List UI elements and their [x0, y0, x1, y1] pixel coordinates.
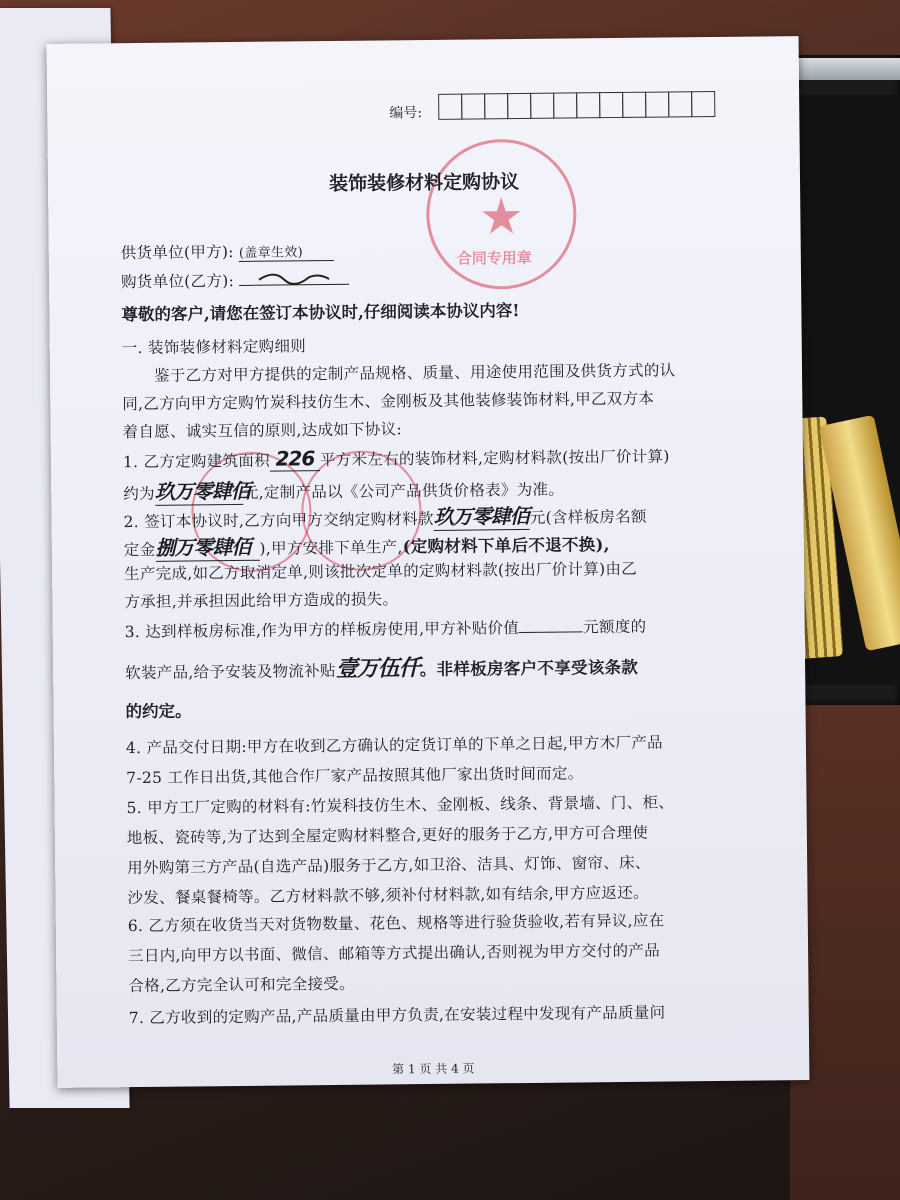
- clause2-text-e: (定购材料下单后不退不换),: [402, 535, 610, 557]
- clause3-text-e: 的约定。: [125, 701, 192, 722]
- contract-page: [47, 36, 810, 1088]
- clause4-line-2: 7-25 工作日出货,其他合作厂家产品按照其他厂家出货时间而定。: [126, 764, 584, 788]
- clause3-text-b: 元额度的: [583, 617, 647, 637]
- clause2-amount: 玖万零肆佰: [434, 500, 530, 531]
- number-boxes: [439, 91, 715, 120]
- clause3-text-d: 。非样板房客户不享受该条款: [419, 657, 639, 680]
- intro-line-3: 着自愿、诚实互信的原则,达成如下协议:: [122, 420, 403, 442]
- seal-text: 合同专用章: [456, 248, 532, 268]
- clause3-blank: [519, 631, 583, 633]
- clause2-amount2: 捌万零肆佰: [155, 531, 259, 562]
- section-title: 一. 装饰装修材料定购细则: [121, 337, 307, 358]
- clause5-line-4: 沙发、餐桌餐椅等。乙方材料款不够,须补付材料款,如有结余,甲方应返还。: [127, 883, 649, 908]
- clause5-line-3: 用外购第三方产品(自选产品)服务于乙方,如卫浴、洁具、灯饰、窗帘、床、: [127, 853, 651, 878]
- clause2-text-d: ),甲方安排下单生产,: [259, 538, 403, 558]
- buyer-label: 购货单位(乙方):: [120, 272, 235, 292]
- buyer-signature: [239, 267, 349, 286]
- clause5-line-2: 地板、瓷砖等,为了达到全屋定购材料整合,更好的服务于乙方,甲方可合理使: [126, 823, 649, 848]
- number-label: 编号:: [389, 105, 423, 122]
- clause6-line-1: 6. 乙方须在收货当天对货物数量、花色、规格等进行验货验收,若有异议,应在: [127, 911, 665, 936]
- clause1-text-b: 平方米左右的装饰材料,定购材料款(按出厂价计算): [319, 447, 670, 470]
- clause7-line-1: 7. 乙方收到的定购产品,产品质量由甲方负责,在安装过程中发现有产品质量问: [128, 1003, 666, 1028]
- clause2-text-g: 方承担,并承担因此给甲方造成的损失。: [124, 590, 399, 612]
- clause1-amount: 玖万零肆佰: [155, 475, 243, 506]
- clause1-text-d: 元,定制产品以《公司产品供货价格表》为准。: [242, 480, 565, 502]
- clause6-line-3: 合格,乙方完全认可和完全接受。: [128, 974, 355, 996]
- clause3-text-c: 软装产品,给予安装及物流补贴: [125, 661, 336, 683]
- page-footer: 第 1 页 共 4 页: [392, 1061, 475, 1077]
- notice-text: 尊敬的客户,请您在签订本协议时,仔细阅读本协议内容!: [121, 301, 520, 325]
- intro-line-1: 鉴于乙方对甲方提供的定制产品规格、质量、用途使用范围及供货方式的认: [153, 361, 676, 385]
- supplier-value: (盖章生效): [239, 241, 334, 262]
- clause1-text-a: 1. 乙方定购建筑面积: [122, 451, 271, 472]
- clause2-text-b: 元(含样板房名额: [529, 507, 647, 527]
- intro-line-2: 同,乙方向甲方定购竹炭科技仿生木、金刚板及其他装修装饰材料,甲乙双方本: [122, 389, 655, 414]
- clause1-text-c: 约为: [123, 484, 155, 504]
- clause5-line-1: 5. 甲方工厂定购的材料有:竹炭科技仿生木、金刚板、线条、背景墙、门、柜、: [126, 793, 675, 818]
- clause3-amount: 壹万伍仟: [335, 656, 420, 682]
- clause3-text-a: 3. 达到样板房标准,作为甲方的样板房使用,甲方补贴价值: [124, 619, 520, 642]
- clause4-line-1: 4. 产品交付日期:甲方在收到乙方确认的定货订单的下单之日起,甲方木厂产品: [125, 733, 663, 758]
- clause2-text-f: 生产完成,如乙方取消定单,则该批次定单的定购材料款(按出厂价计算)由乙: [124, 559, 638, 584]
- clause2-text-c: 定金: [123, 540, 156, 560]
- document-title: 装饰装修材料定购协议: [328, 171, 520, 196]
- clause2-text-a: 2. 签订本协议时,乙方向甲方交纳定购材料款: [123, 509, 434, 532]
- clause1-area: 226: [270, 446, 320, 472]
- clause6-line-2: 三日内,向甲方以书面、微信、邮箱等方式提出确认,否则视为甲方交付的产品: [128, 941, 661, 966]
- signature-scribble-icon: [239, 267, 349, 286]
- supplier-label: 供货单位(甲方):: [120, 243, 234, 263]
